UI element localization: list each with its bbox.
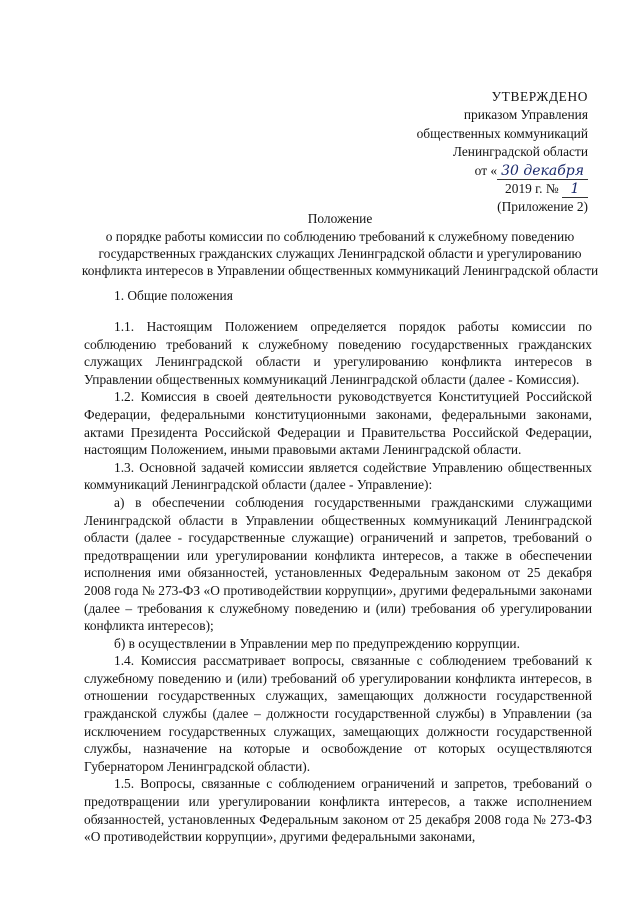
approval-line-1: приказом Управления	[463, 107, 588, 123]
paragraph-1-3-a: а) в обеспечении соблюдения государственными гражданскими служащими Ленинградской области в Управлении общественных коммуникаций Ленинградской области (далее - государственные служащие) ограничений и запретов, требований о предотвращении или урегулировании конфликта интересов, а также в обеспечении исполнения ими обязанностей, установленных Федеральным законом от 25 декабря 2008 года № 273-ФЗ «О противодействии коррупции», другими федеральными законами (далее – требования к служебному поведению и (или) требования об урегулировании конфликта интересов);	[84, 494, 592, 634]
approval-date-row	[417, 162, 588, 180]
approval-stamp-block	[417, 88, 588, 217]
approval-header: УТВЕРЖДЕНО	[491, 89, 588, 104]
appendix-label: (Приложение 2)	[497, 199, 588, 215]
document-heading: Положение	[307, 211, 373, 226]
document-subtitle: о порядке работы комиссии по соблюдению требований к служебному поведению государственных гражданских служащих Ленинградской области и урегулированию конфликта интересов в Управлении общественных коммуникаций Ленинградской области	[81, 229, 599, 278]
paragraph-1-5: 1.5. Вопросы, связанные с соблюдением ограничений и запретов, требований о предотвращении или урегулировании конфликта интересов, а также исполнением обязанностей, установленных Федеральным законом от 25 декабря 2008 года № 273-ФЗ «О противодействии коррупции», другими федеральными законами,	[84, 776, 592, 845]
paragraph-1-3: 1.3. Основной задачей комиссии является содействие Управлению общественных коммуникаций Ленинградской области (далее - Управление):	[84, 459, 592, 493]
approval-line-3: Ленинградской области	[452, 144, 588, 160]
document-body	[84, 318, 592, 846]
approval-line-2: общественных коммуникаций	[416, 125, 588, 141]
paragraph-1-1: 1.1. Настоящим Положением определяется порядок работы комиссии по соблюдению требований к служебному поведению государственных гражданских служащих Ленинградской области и урегулированию конфликта интересов в Управлении общественных коммуникаций Ленинградской области (далее - Комиссия).	[84, 319, 592, 387]
approval-number-row	[417, 180, 588, 198]
date-prefix: от «	[474, 162, 498, 178]
document-title-block	[80, 210, 600, 279]
paragraph-1-3-b: б) в осуществлении в Управлении мер по предупреждению коррупции.	[114, 635, 520, 651]
paragraph-1-4: 1.4. Комиссия рассматривает вопросы, связанные с соблюдением требований к служебному поведению и (или) требований об урегулировании конфликта интересов, в отношении государственных служащих, замещающих должности государственной гражданской службы (далее – должности государственной службы) в Управлении (за исключением государственных служащих, замещающих должности государственной службы, назначение на которые и освобождение от которых осуществляются Губернатором Ленинградской области).	[84, 653, 592, 774]
paragraph-1-2: 1.2. Комиссия в своей деятельности руководствуется Конституцией Российской Федерации, федеральными конституционными законами, федеральными законами, актами Президента Российской Федерации и Правительства Российской Федерации, настоящим Положением, иными правовыми актами Ленинградской области.	[84, 389, 592, 458]
year-text: 2019 г. №	[505, 181, 559, 197]
handwritten-date: 30 декабря	[497, 163, 588, 180]
handwritten-number: 1	[562, 181, 588, 198]
section-title: 1. Общие положения	[114, 288, 233, 303]
